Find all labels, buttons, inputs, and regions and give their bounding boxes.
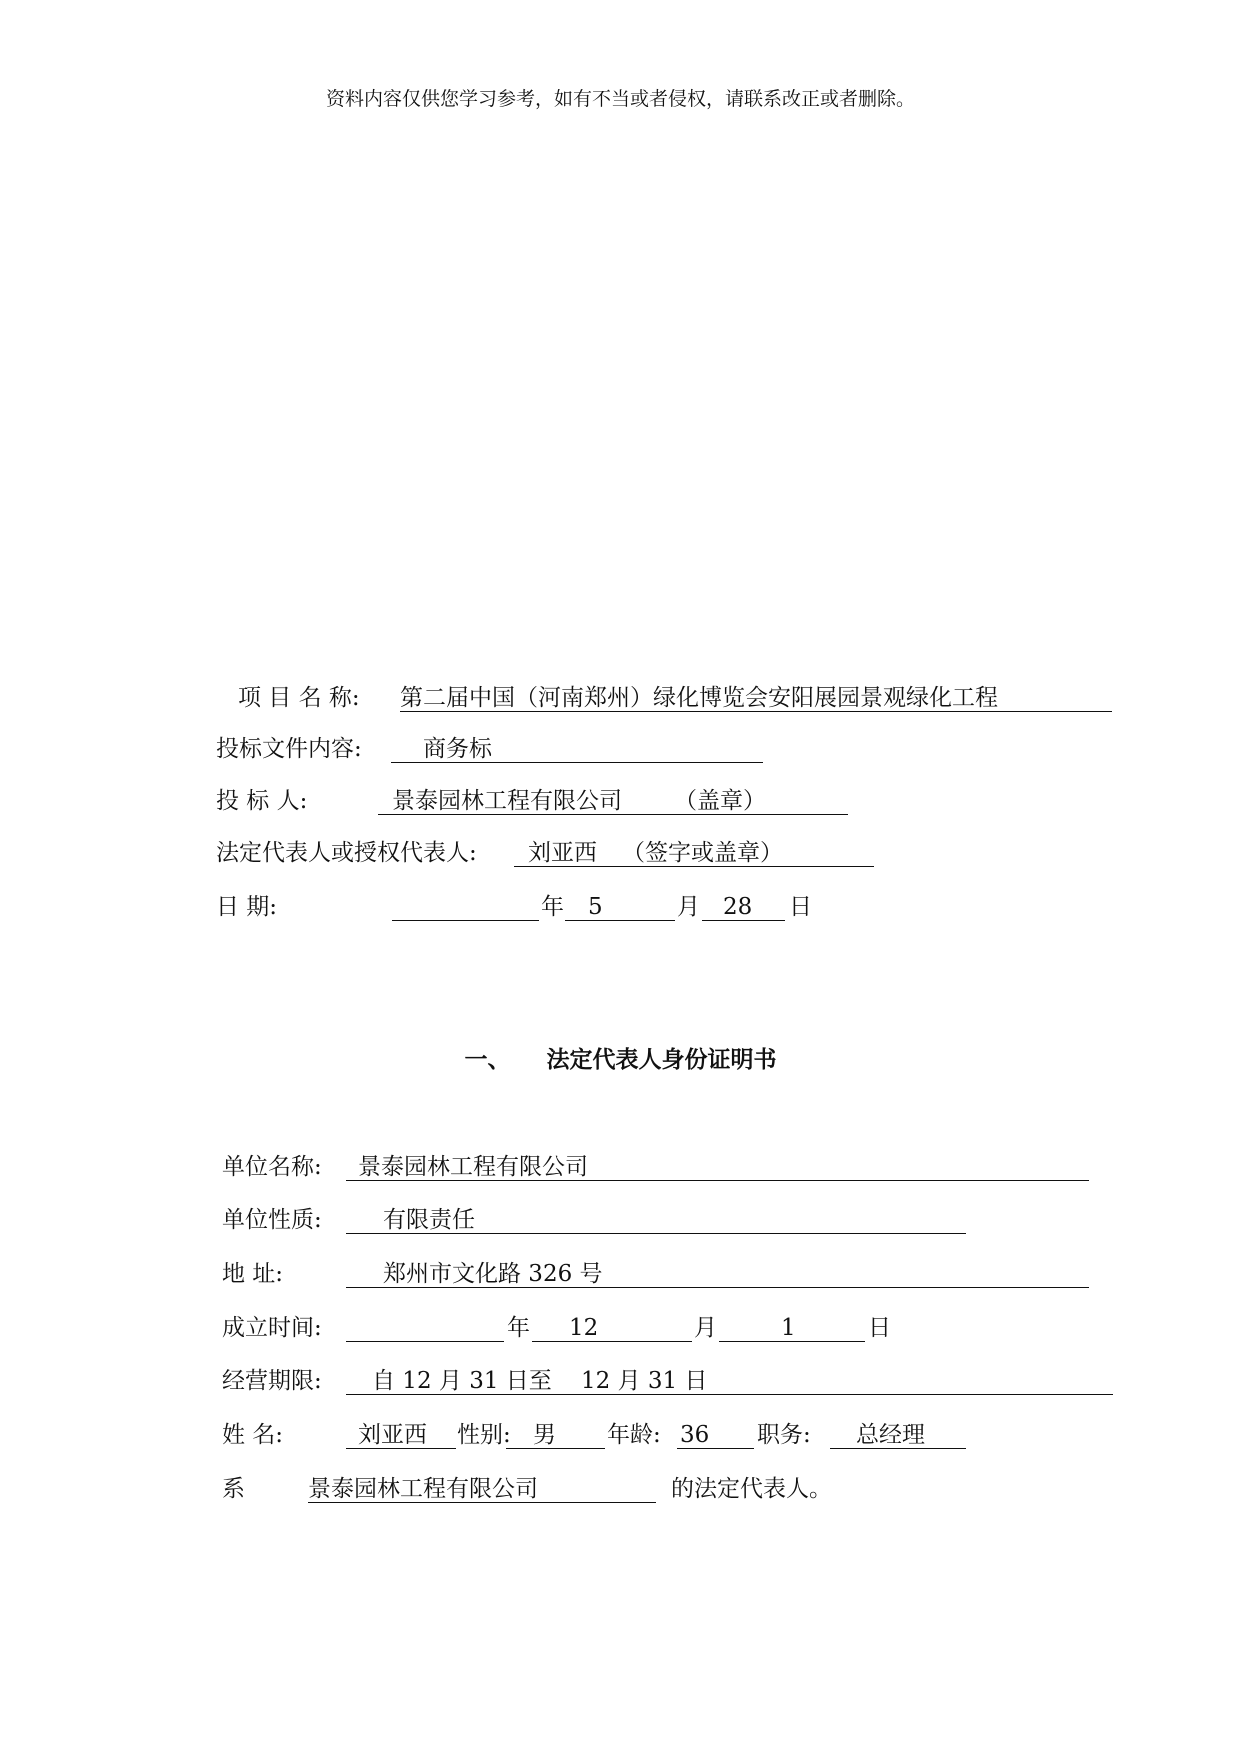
project-value: 第二届中国（河南郑州）绿化博览会安阳展园景观绿化工程 [400,685,998,711]
established-year-underline [346,1341,504,1342]
gender-underline [506,1448,605,1449]
statement-suffix: 的法定代表人。 [671,1476,832,1502]
gender-value: 男 [533,1422,556,1448]
unit-name-label: 单位名称: [222,1154,322,1180]
section-heading [0,1045,1241,1075]
bidder-underline [378,814,848,815]
gender-label: 性别: [457,1422,511,1448]
content-label: 投标文件内容: [216,736,362,762]
unit-nature-value: 有限责任 [383,1207,475,1233]
date-day-unit: 日 [789,894,812,920]
content-underline [391,762,763,763]
term-value: 自 12 月 31 日至 12 月 31 日 [372,1368,708,1394]
copyright-notice: 资料内容仅供您学习参考，如有不当或者侵权，请联系改正或者删除。 [325,88,915,110]
position-underline [830,1448,966,1449]
address-label: 地 址: [222,1261,284,1287]
date-year-underline [392,920,539,921]
unit-name-underline [346,1180,1089,1181]
name-underline [346,1448,456,1449]
established-year-unit: 年 [507,1315,530,1341]
section-number: 一、 [464,1047,511,1073]
position-value: 总经理 [856,1422,925,1448]
unit-nature-label: 单位性质: [222,1207,322,1233]
section-title: 法定代表人身份证明书 [546,1047,777,1073]
established-day-unit: 日 [868,1315,891,1341]
representative-note: （签字或盖章） [622,840,783,866]
representative-label: 法定代表人或授权代表人: [216,840,477,866]
content-value: 商务标 [423,736,492,762]
established-day-underline [719,1341,865,1342]
age-label: 年龄: [607,1422,661,1448]
name-label: 姓 名: [222,1422,284,1448]
term-underline [346,1394,1113,1395]
statement-underline [308,1502,656,1503]
date-day-value: 28 [723,894,753,920]
unit-name-value: 景泰园林工程有限公司 [358,1154,588,1180]
age-value: 36 [680,1422,710,1448]
established-day-value: 1 [781,1315,796,1341]
established-label: 成立时间: [222,1315,322,1341]
bidder-note: （盖章） [674,788,766,814]
date-month-value: 5 [588,894,603,920]
date-label: 日 期: [216,894,278,920]
address-value: 郑州市文化路 326 号 [383,1261,603,1287]
representative-underline [514,866,874,867]
established-month-unit: 月 [694,1315,717,1341]
date-month-underline [565,920,675,921]
address-underline [346,1287,1089,1288]
established-month-value: 12 [569,1315,599,1341]
date-day-underline [702,920,785,921]
statement-company: 景泰园林工程有限公司 [308,1476,538,1502]
established-month-underline [532,1341,692,1342]
representative-value: 刘亚西 [528,840,597,866]
bidder-label: 投 标 人: [216,788,308,814]
unit-nature-underline [346,1233,966,1234]
position-label: 职务: [757,1422,811,1448]
date-year-unit: 年 [541,894,564,920]
term-label: 经营期限: [222,1368,322,1394]
bidder-value: 景泰园林工程有限公司 [392,788,622,814]
age-underline [677,1448,754,1449]
name-value: 刘亚西 [358,1422,427,1448]
project-label: 项 目 名 称: [238,685,360,711]
project-underline [400,711,1112,712]
statement-prefix: 系 [222,1476,245,1502]
date-month-unit: 月 [677,894,700,920]
